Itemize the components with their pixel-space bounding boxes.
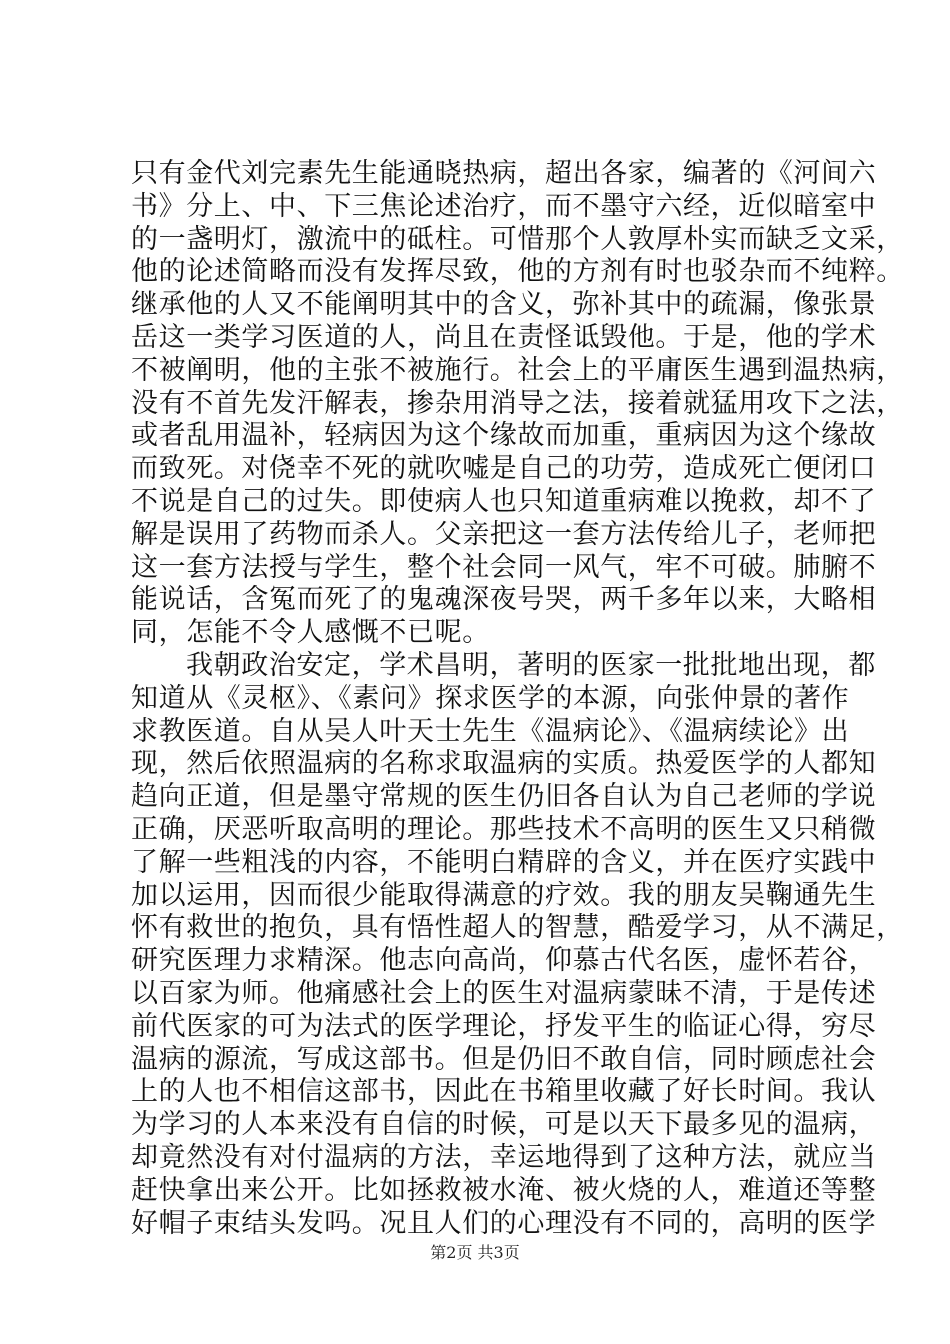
text-line: 解是误用了药物而杀人。父亲把这一套方法传给儿子，老师把	[131, 518, 877, 550]
text-line: 没有不首先发汗解表，掺杂用消导之法，接着就猛用攻下之法，	[131, 387, 904, 419]
text-line: 研究医理力求精深。他志向高尚，仰慕古代名医，虚怀若谷，	[131, 945, 877, 977]
text-line: 同，怎能不令人感慨不已呢。	[131, 617, 490, 649]
text-line: 为学习的人本来没有自信的时候，可是以天下最多见的温病，	[131, 1109, 877, 1141]
text-line: 而致死。对侥幸不死的就吹嘘是自己的功劳，造成死亡便闭口	[131, 453, 877, 485]
text-line: 他的论述简略而没有发挥尽致，他的方剂有时也驳杂而不纯粹。	[131, 256, 904, 288]
text-line: 正确，厌恶听取高明的理论。那些技术不高明的医生又只稍微	[131, 813, 877, 845]
text-line: 温病的源流，写成这部书。但是仍旧不敢自信，同时顾虑社会	[131, 1043, 877, 1075]
text-line: 却竟然没有对付温病的方法，幸运地得到了这种方法，就应当	[131, 1141, 877, 1173]
text-line: 知道从《灵枢》、《素问》探求医学的本源，向张仲景的著作	[131, 682, 850, 714]
text-line: 前代医家的可为法式的医学理论，抒发平生的临证心得，穷尽	[131, 1010, 877, 1042]
text-line: 现，然后依照温病的名称求取温病的实质。热爱医学的人都知	[131, 748, 877, 780]
text-line: 的一盏明灯，激流中的砥柱。可惜那个人敦厚朴实而缺乏文采，	[131, 223, 904, 255]
text-line: 这一套方法授与学生，整个社会同一风气，牢不可破。肺腑不	[131, 551, 877, 583]
text-line: 求教医道。自从吴人叶天士先生《温病论》、《温病续论》出	[131, 715, 850, 747]
text-line: 书》分上、中、下三焦论述治疗，而不墨守六经，近似暗室中	[131, 190, 877, 222]
text-line: 岳这一类学习医道的人，尚且在责怪诋毁他。于是，他的学术	[131, 321, 877, 353]
text-line: 继承他的人又不能阐明其中的含义，弥补其中的疏漏，像张景	[131, 289, 877, 321]
page-footer: 第2页 共3页	[430, 1243, 520, 1262]
text-line: 怀有救世的抱负，具有悟性超人的智慧，酷爱学习，从不满足，	[131, 912, 904, 944]
paragraph-start-line: 我朝政治安定，学术昌明，著明的医家一批批地出现，都	[186, 649, 876, 681]
text-line: 以百家为师。他痛感社会上的医生对温病蒙昧不清，于是传述	[131, 977, 877, 1009]
text-line: 趋向正道，但是墨守常规的医生仍旧各自认为自己老师的学说	[131, 781, 877, 813]
text-line: 了解一些粗浅的内容，不能明白精辟的含义，并在医疗实践中	[131, 846, 877, 878]
text-line: 赶快拿出来公开。比如拯救被水淹、被火烧的人，难道还等整	[131, 1174, 877, 1206]
body-text	[131, 158, 950, 1240]
text-line: 上的人也不相信这部书，因此在书箱里收藏了好长时间。我认	[131, 1076, 877, 1108]
text-line: 不说是自己的过失。即使病人也只知道重病难以挽救，却不了	[131, 485, 877, 517]
text-line: 或者乱用温补，轻病因为这个缘故而加重，重病因为这个缘故	[131, 420, 877, 452]
text-line: 只有金代刘完素先生能通晓热病，超出各家，编著的《河间六	[131, 158, 877, 189]
text-line: 好帽子束结头发吗。况且人们的心理没有不同的，高明的医学	[131, 1207, 877, 1239]
text-line: 加以运用，因而很少能取得满意的疗效。我的朋友吴鞠通先生	[131, 879, 877, 911]
text-line: 不被阐明，他的主张不被施行。社会上的平庸医生遇到温热病，	[131, 354, 904, 386]
text-line: 能说话，含冤而死了的鬼魂深夜号哭，两千多年以来，大略相	[131, 584, 877, 616]
